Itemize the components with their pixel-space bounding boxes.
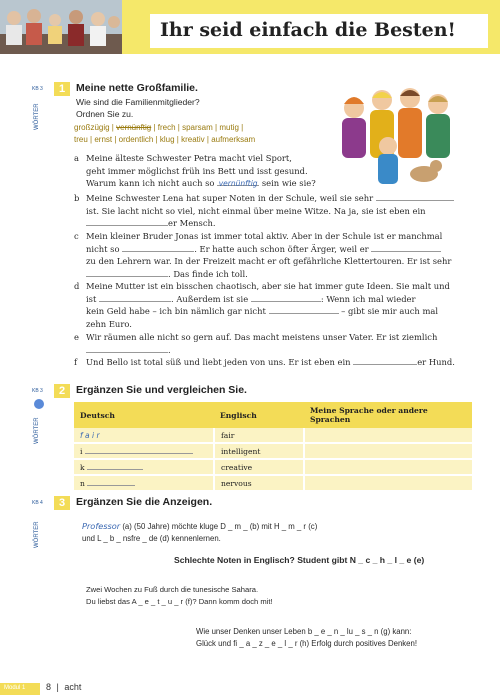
sentence-text: ist <box>86 293 97 304</box>
item-e-line: Wir räumen alle nicht so gern auf. Das macht meistens unser Vater. Er ist ziemlich <box>86 332 438 342</box>
item-e-line <box>74 344 474 357</box>
sentence-text: sein wie sie? <box>261 178 316 189</box>
sentence-text: kein Geld habe – ich bin nämlich gar nicht <box>86 306 266 317</box>
sentence-text: ist. Sie lacht nicht so viel, nicht einmal über meine Witze. Na ja, sie ist eben ein <box>86 205 426 216</box>
english-cell: nervous <box>214 475 304 491</box>
column-header: Englisch <box>214 402 304 428</box>
item-e <box>74 331 474 356</box>
module-tag: Modul 1 <box>0 683 40 695</box>
exercise-number: 2 <box>54 384 70 398</box>
own-language-cell[interactable] <box>304 459 472 475</box>
answer-blank[interactable] <box>86 218 168 226</box>
handwritten-answer: Professor <box>82 521 121 531</box>
item-d <box>74 280 474 330</box>
kb-reference: KB 3 <box>32 388 43 394</box>
ad-line: Du liebst das A _ e _ t _ u _ r (f)? Dann komm doch mit! <box>86 597 273 606</box>
item-c-line: zu den Lehrern war. In der Freizeit macht er oft gefährliche Klettertouren. Er ist sehr <box>86 256 452 267</box>
item-c <box>74 230 474 280</box>
table-row <box>74 428 472 443</box>
page-number <box>46 682 81 692</box>
exercise-title: Ergänzen Sie die Anzeigen. <box>76 496 213 508</box>
item-letter: b <box>74 193 80 203</box>
word-chip: ernst <box>94 135 113 144</box>
answer-blank[interactable] <box>122 244 194 252</box>
item-letter: f <box>74 357 78 367</box>
skill-label: WÖRTER <box>34 417 40 444</box>
item-f <box>74 356 474 369</box>
answer-blank[interactable] <box>353 357 417 365</box>
item-b <box>74 192 474 230</box>
page-number-word: acht <box>64 682 82 692</box>
exercise-number: 3 <box>54 496 70 510</box>
ad-line: Zwei Wochen zu Fuß durch die tunesische Sahara. <box>86 585 259 594</box>
sentence-text: – gibt sie mir auch mal <box>341 306 439 317</box>
item-f-line <box>74 356 474 369</box>
skill-label: WÖRTER <box>34 103 40 130</box>
table-row <box>74 443 472 459</box>
own-language-cell[interactable] <box>304 475 472 491</box>
exercise-number: 1 <box>54 82 70 96</box>
sentence-text: . Außerdem ist sie <box>171 293 249 304</box>
word-chip: sparsam <box>182 123 213 132</box>
kb-reference: KB 4 <box>32 500 43 506</box>
sentence-text: er Mensch. <box>168 218 216 229</box>
exercise-instruction: Ordnen Sie zu. <box>76 109 134 119</box>
sentence-text: Warum kann ich nicht auch so <box>86 178 215 189</box>
item-c-line: Mein kleiner Bruder Jonas ist immer total aktiv. Aber in der Schule ist er manchmal <box>86 231 443 241</box>
answer-blank[interactable] <box>87 462 143 470</box>
exercise-title: Meine nette Großfamilie. <box>76 82 198 94</box>
item-letter: d <box>74 281 80 291</box>
item-letter: e <box>74 332 79 342</box>
page-number-digit: 8 <box>46 682 52 692</box>
word-chip: treu <box>74 135 88 144</box>
table-row <box>74 459 472 475</box>
german-word: k <box>80 463 85 472</box>
word-chip: kreativ <box>181 135 205 144</box>
item-a-line: geht immer möglichst früh ins Bett und isst gesund. <box>86 165 308 176</box>
sentence-text: : Wenn ich mal wieder <box>320 293 416 304</box>
answer-blank[interactable] <box>85 446 193 454</box>
german-word: f a i r <box>80 430 100 440</box>
kb-reference: KB 3 <box>32 86 43 92</box>
ad-sahara <box>86 584 386 608</box>
item-d-line <box>74 305 474 318</box>
answer-blank[interactable] <box>251 294 321 302</box>
item-c-line <box>74 243 474 256</box>
item-a-lines <box>74 152 474 190</box>
sentence-text: . Er hatte auch schon öfter Ärger, weil er <box>194 243 369 254</box>
ad-line <box>82 520 382 533</box>
item-a-line <box>74 177 474 190</box>
german-cell[interactable] <box>74 428 214 443</box>
german-word: i <box>80 447 83 456</box>
sentence-text: nicht so <box>86 243 120 254</box>
exercise-title: Ergänzen Sie und vergleichen Sie. <box>76 384 247 396</box>
answer-blank[interactable]: vernünftig <box>218 179 258 189</box>
column-header: Meine Sprache oder andere Sprachen <box>304 402 472 428</box>
german-cell[interactable] <box>74 443 214 459</box>
item-d-line <box>74 293 474 306</box>
word-row: treu | ernst | ordentlich | klug | kreativ | aufmerksam <box>74 135 256 144</box>
answer-blank[interactable] <box>87 478 135 486</box>
table-header-row <box>74 402 472 428</box>
family-photo-art <box>0 0 122 54</box>
item-d-line: Meine Mutter ist ein bisschen chaotisch, aber sie hat immer gute Ideen. Sie malt und <box>86 281 450 291</box>
word-chip: klug <box>159 135 175 144</box>
item-c-line <box>74 268 474 281</box>
vocab-table <box>74 402 472 492</box>
item-b-line <box>74 205 474 218</box>
answer-blank[interactable] <box>376 193 454 201</box>
word-chip: ordentlich <box>118 135 154 144</box>
ad-thinking <box>196 626 486 650</box>
sentence-text: Meine Schwester Lena hat super Noten in der Schule, weil sie sehr <box>86 193 374 203</box>
item-b-line <box>74 192 474 205</box>
ad-professor <box>82 520 382 545</box>
answer-blank[interactable] <box>86 345 168 353</box>
item-a-line: Meine älteste Schwester Petra macht viel Sport, <box>86 153 292 163</box>
sentence-text: . <box>168 344 171 355</box>
sentence-text: . Das finde ich toll. <box>168 268 248 279</box>
ad-student: Schlechte Noten in Englisch? Student gibt N _ c _ h _ l _ e (e) <box>174 555 425 565</box>
column-header: Deutsch <box>74 402 214 428</box>
word-chip: aufmerksam <box>211 135 256 144</box>
own-language-cell[interactable] <box>304 443 472 459</box>
exercise-question: Wie sind die Familienmitglieder? <box>76 97 200 107</box>
answer-blank[interactable] <box>86 269 168 277</box>
item-letter: c <box>74 231 79 241</box>
globe-icon <box>34 399 44 409</box>
page-header <box>0 0 500 58</box>
answer-blank[interactable] <box>269 306 339 314</box>
table-row <box>74 475 472 491</box>
word-chip: vernünftig <box>116 123 152 132</box>
word-row: großzügig | vernünftig | frech | sparsam | mutig | <box>74 123 244 132</box>
answer-blank[interactable] <box>371 244 441 252</box>
word-box <box>74 122 284 146</box>
item-b-line <box>74 217 474 230</box>
german-cell[interactable] <box>74 475 214 491</box>
page-footer <box>0 681 500 700</box>
english-cell: creative <box>214 459 304 475</box>
sentence-text: er Hund. <box>417 357 455 367</box>
german-cell[interactable] <box>74 459 214 475</box>
ad-line: Glück und fi _ a _ z _ e _ l _ r (h) Erfolg durch positives Denken! <box>196 639 418 648</box>
own-language-cell[interactable] <box>304 428 472 443</box>
item-letter: a <box>74 153 79 163</box>
word-chip: frech <box>157 123 176 132</box>
divider: | <box>56 682 59 692</box>
word-chip: großzügig <box>74 123 110 132</box>
page-title: Ihr seid einfach die Besten! <box>150 14 488 48</box>
ad-line: und L _ b _ nsfre _ de (d) kennenlernen. <box>82 534 221 543</box>
german-word: n <box>80 479 85 488</box>
item-d-line: zehn Euro. <box>86 318 132 329</box>
english-cell: fair <box>214 428 304 443</box>
sentence-text: Und Bello ist total süß und liebt jeden von uns. Er ist eben ein <box>86 357 351 367</box>
answer-blank[interactable] <box>99 294 171 302</box>
skill-label: WÖRTER <box>34 521 40 548</box>
item-a <box>74 152 474 190</box>
word-chip: mutig <box>219 123 239 132</box>
english-cell: intelligent <box>214 443 304 459</box>
ad-line: Wie unser Denken unser Leben b _ e _ n _ lu _ s _ n (g) kann: <box>196 627 412 636</box>
ad-text: (a) (50 Jahre) möchte kluge D _ m _ (b) mit H _ m _ r (c) <box>122 522 318 531</box>
family-photo <box>0 0 122 54</box>
